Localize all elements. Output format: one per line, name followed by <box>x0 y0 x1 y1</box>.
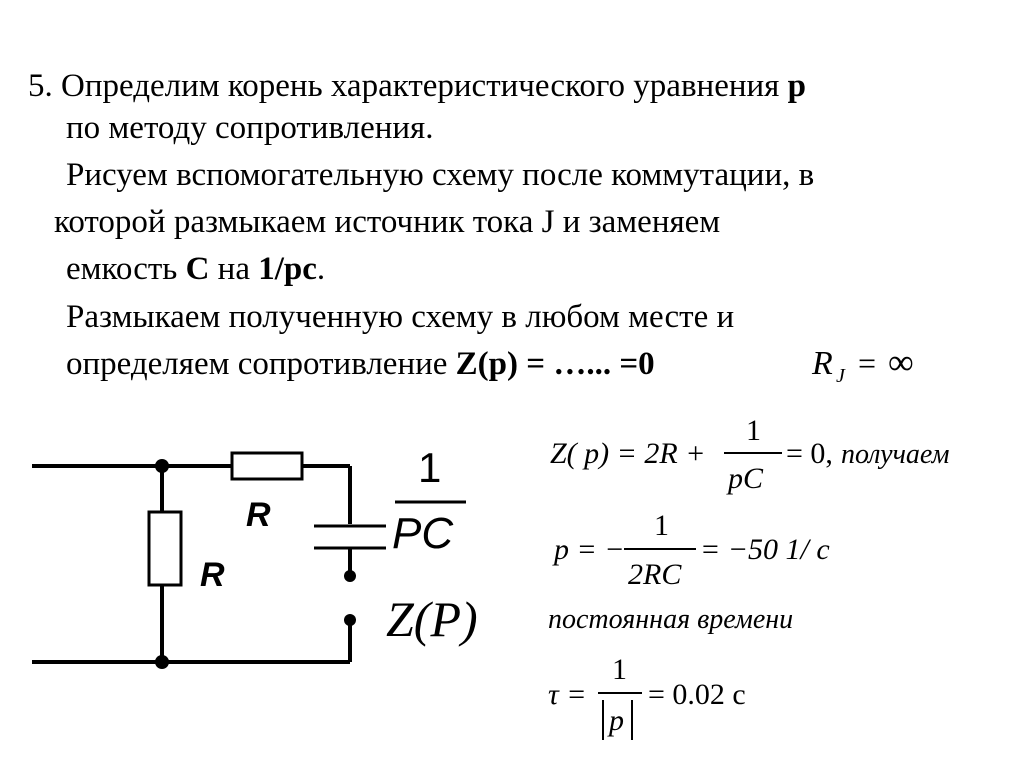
junction-top <box>155 459 169 473</box>
eq2-lhs: p = − <box>554 533 625 566</box>
eq2-den: 2RC <box>628 558 682 591</box>
eq1-num: 1 <box>746 414 761 447</box>
text-l5-c: на <box>209 251 259 287</box>
terminal-bottom <box>344 614 356 626</box>
resistor-left <box>149 512 181 585</box>
text-l5-a: емкость <box>66 251 186 287</box>
eq2-num: 1 <box>654 509 669 542</box>
label-r-top: R <box>246 496 271 534</box>
frac-den-pc: PC <box>392 509 454 558</box>
circuit-dots <box>155 459 356 669</box>
label-zp: Z(P) <box>386 591 478 647</box>
eq1-word: получаем <box>841 439 950 470</box>
terminal-top <box>344 570 356 582</box>
eq1-lhs: Z( p) = 2R + <box>550 437 706 470</box>
eq2-rhs: = −50 1/ c <box>700 533 830 566</box>
frac-num-1: 1 <box>418 444 442 491</box>
text-l3: Рисуем вспомогательную схему после коммутации, в <box>66 157 815 193</box>
text-l1: 5. Определим корень характеристического уравнения <box>28 68 788 104</box>
text-l5-b: С <box>185 251 210 287</box>
rj-formula <box>811 342 914 387</box>
junction-bottom <box>155 655 169 669</box>
text-l6: Размыкаем полученную схему в любом месте и <box>66 299 735 335</box>
equation-3 <box>548 653 746 740</box>
text-l7-b: Z(p) = …... =0 <box>455 346 655 382</box>
text-l4: которой размыкаем источник тока J и заменяем <box>54 204 721 240</box>
text-l5-d: 1/pc <box>258 251 317 287</box>
eq3-den: p <box>609 704 624 737</box>
text-l2: по методу сопротивления. <box>66 110 434 146</box>
equation-2 <box>552 509 830 591</box>
rj-sub: J <box>836 365 845 387</box>
label-r-left: R <box>200 556 225 594</box>
text-l7-a: определяем сопротивление <box>66 346 456 382</box>
equation-1 <box>550 414 950 495</box>
eq1-rhs: = 0, <box>786 437 833 470</box>
rj-r: R <box>812 345 833 382</box>
resistor-top <box>232 453 302 479</box>
eq3-rhs: = 0.02 c <box>648 678 746 711</box>
eq3-num: 1 <box>612 653 627 686</box>
text-l1-bold: p <box>787 68 806 104</box>
rj-inf: ∞ <box>888 342 914 382</box>
text-l5-e: . <box>316 251 326 287</box>
rj-eq: = <box>858 345 877 381</box>
time-constant-label: постоянная времени <box>548 604 794 635</box>
eq3-lhs: τ = <box>548 678 587 711</box>
eq1-den: pC <box>728 462 764 495</box>
